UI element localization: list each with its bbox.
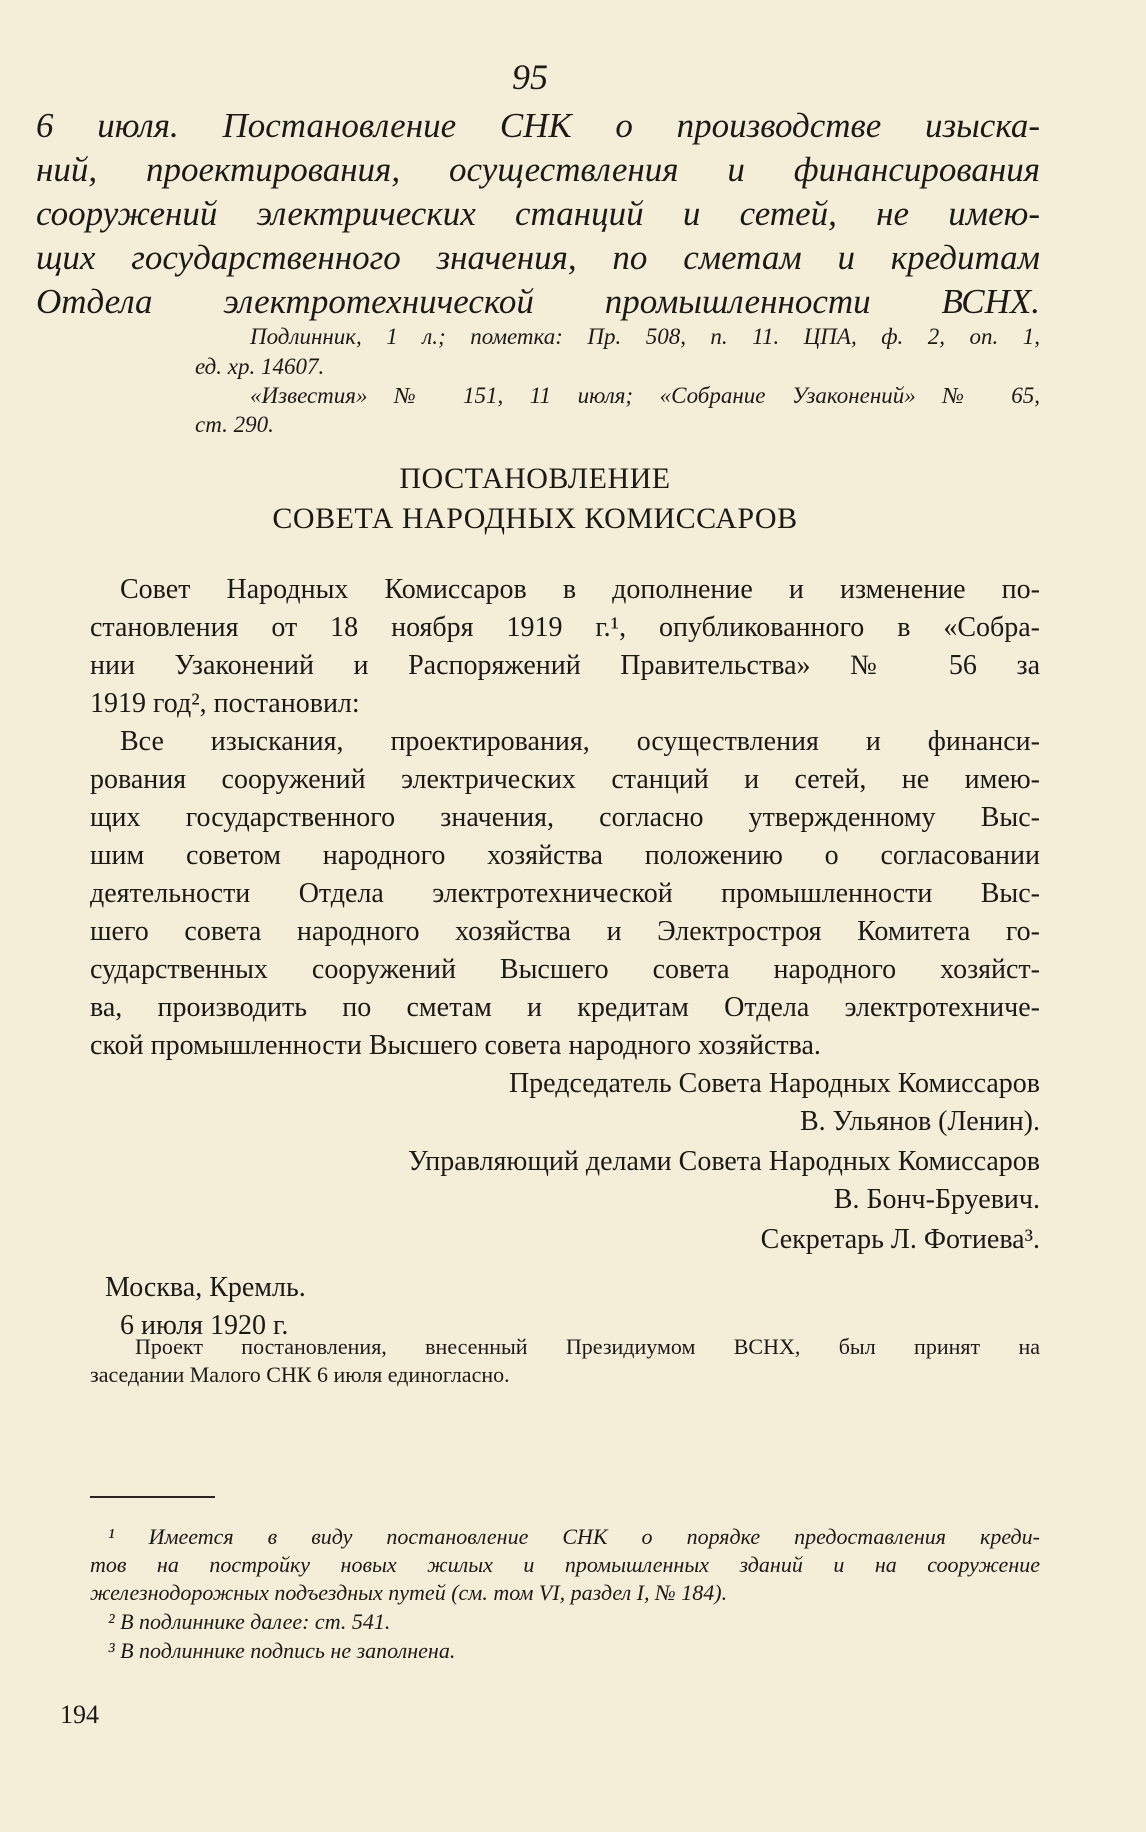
body-line: сударственных сооружений Высшего совета народного хозяйст- <box>90 954 1040 985</box>
body-line: ской промышленности Высшего совета народного хозяйства. <box>90 1030 821 1061</box>
body-line: 1919 год², постановил: <box>90 688 360 719</box>
body-line: Совет Народных Комиссаров в дополнение и изменение по- <box>120 574 1040 605</box>
document-heading-line: сооружений электрических станций и сетей, не имею- <box>36 194 1040 233</box>
body-line: Все изыскания, проектирования, осуществления и финанси- <box>120 726 1040 757</box>
source-note-line: ед. хр. 14607. <box>195 354 325 379</box>
resolution-subtitle: СОВЕТА НАРОДНЫХ КОМИССАРОВ <box>272 502 798 535</box>
footnote-divider <box>90 1496 215 1498</box>
signature-name: В. Ульянов (Ленин). <box>800 1106 1040 1137</box>
source-note-line: ст. 290. <box>195 412 274 437</box>
signature-secretary: Секретарь Л. Фотиева³. <box>760 1224 1040 1255</box>
document-heading-line: щих государственного значения, по сметам и кредитам <box>36 238 1040 277</box>
document-heading-line: 6 июля. Постановление СНК о производстве изыска- <box>36 106 1040 145</box>
editorial-note-line: Проект постановления, внесенный Президиумом ВСНХ, был принят на <box>135 1334 1040 1359</box>
footnote-line: железнодорожных подъездных путей (см. том VI, раздел I, № 184). <box>90 1580 728 1605</box>
page-number-bottom: 194 <box>60 1700 99 1729</box>
editorial-note-line: заседании Малого СНК 6 июля единогласно. <box>90 1362 510 1387</box>
signature-title: Управляющий делами Совета Народных Комиссаров <box>407 1146 1040 1177</box>
document-heading-line: ний, проектирования, осуществления и финансирования <box>36 150 1040 189</box>
footnote-line: ¹ Имеется в виду постановление СНК о порядке предоставления креди- <box>108 1524 1040 1549</box>
body-line: рования сооружений электрических станций и сетей, не имею- <box>90 764 1040 795</box>
footnote-line: ³ В подлиннике подпись не заполнена. <box>108 1638 456 1663</box>
body-line: щих государственного значения, согласно утвержденному Выс- <box>90 802 1040 833</box>
footnote-line: ² В подлиннике далее: ст. 541. <box>108 1609 391 1634</box>
body-line: шим советом народного хозяйства положению о согласовании <box>90 840 1040 871</box>
signature-name: В. Бонч-Бруевич. <box>833 1184 1040 1215</box>
body-line: становления от 18 ноября 1919 г.¹, опубликованного в «Собра- <box>90 612 1040 643</box>
place: Москва, Кремль. <box>105 1272 306 1303</box>
body-line: шего совета народного хозяйства и Электростроя Комитета го- <box>90 916 1040 947</box>
resolution-title: ПОСТАНОВЛЕНИЕ <box>399 462 671 495</box>
footnote-line: тов на постройку новых жилых и промышленных зданий и на сооружение <box>90 1552 1040 1577</box>
page-number-top: 95 <box>512 57 548 97</box>
body-line: деятельности Отдела электротехнической промышленности Выс- <box>90 878 1040 909</box>
date: 6 июля 1920 г. <box>120 1310 289 1341</box>
body-line: нии Узаконений и Распоряжений Правительства» № 56 за <box>90 650 1040 681</box>
source-note-line: «Известия» № 151, 11 июля; «Собрание Узаконений» № 65, <box>250 383 1040 408</box>
body-line: ва, производить по сметам и кредитам Отдела электротехниче- <box>90 992 1040 1023</box>
signature-title: Председатель Совета Народных Комиссаров <box>508 1068 1040 1099</box>
source-note-line: Подлинник, 1 л.; пометка: Пр. 508, п. 11. ЦПА, ф. 2, оп. 1, <box>250 324 1040 349</box>
document-heading-line: Отдела электротехнической промышленности ВСНХ. <box>36 282 1040 321</box>
